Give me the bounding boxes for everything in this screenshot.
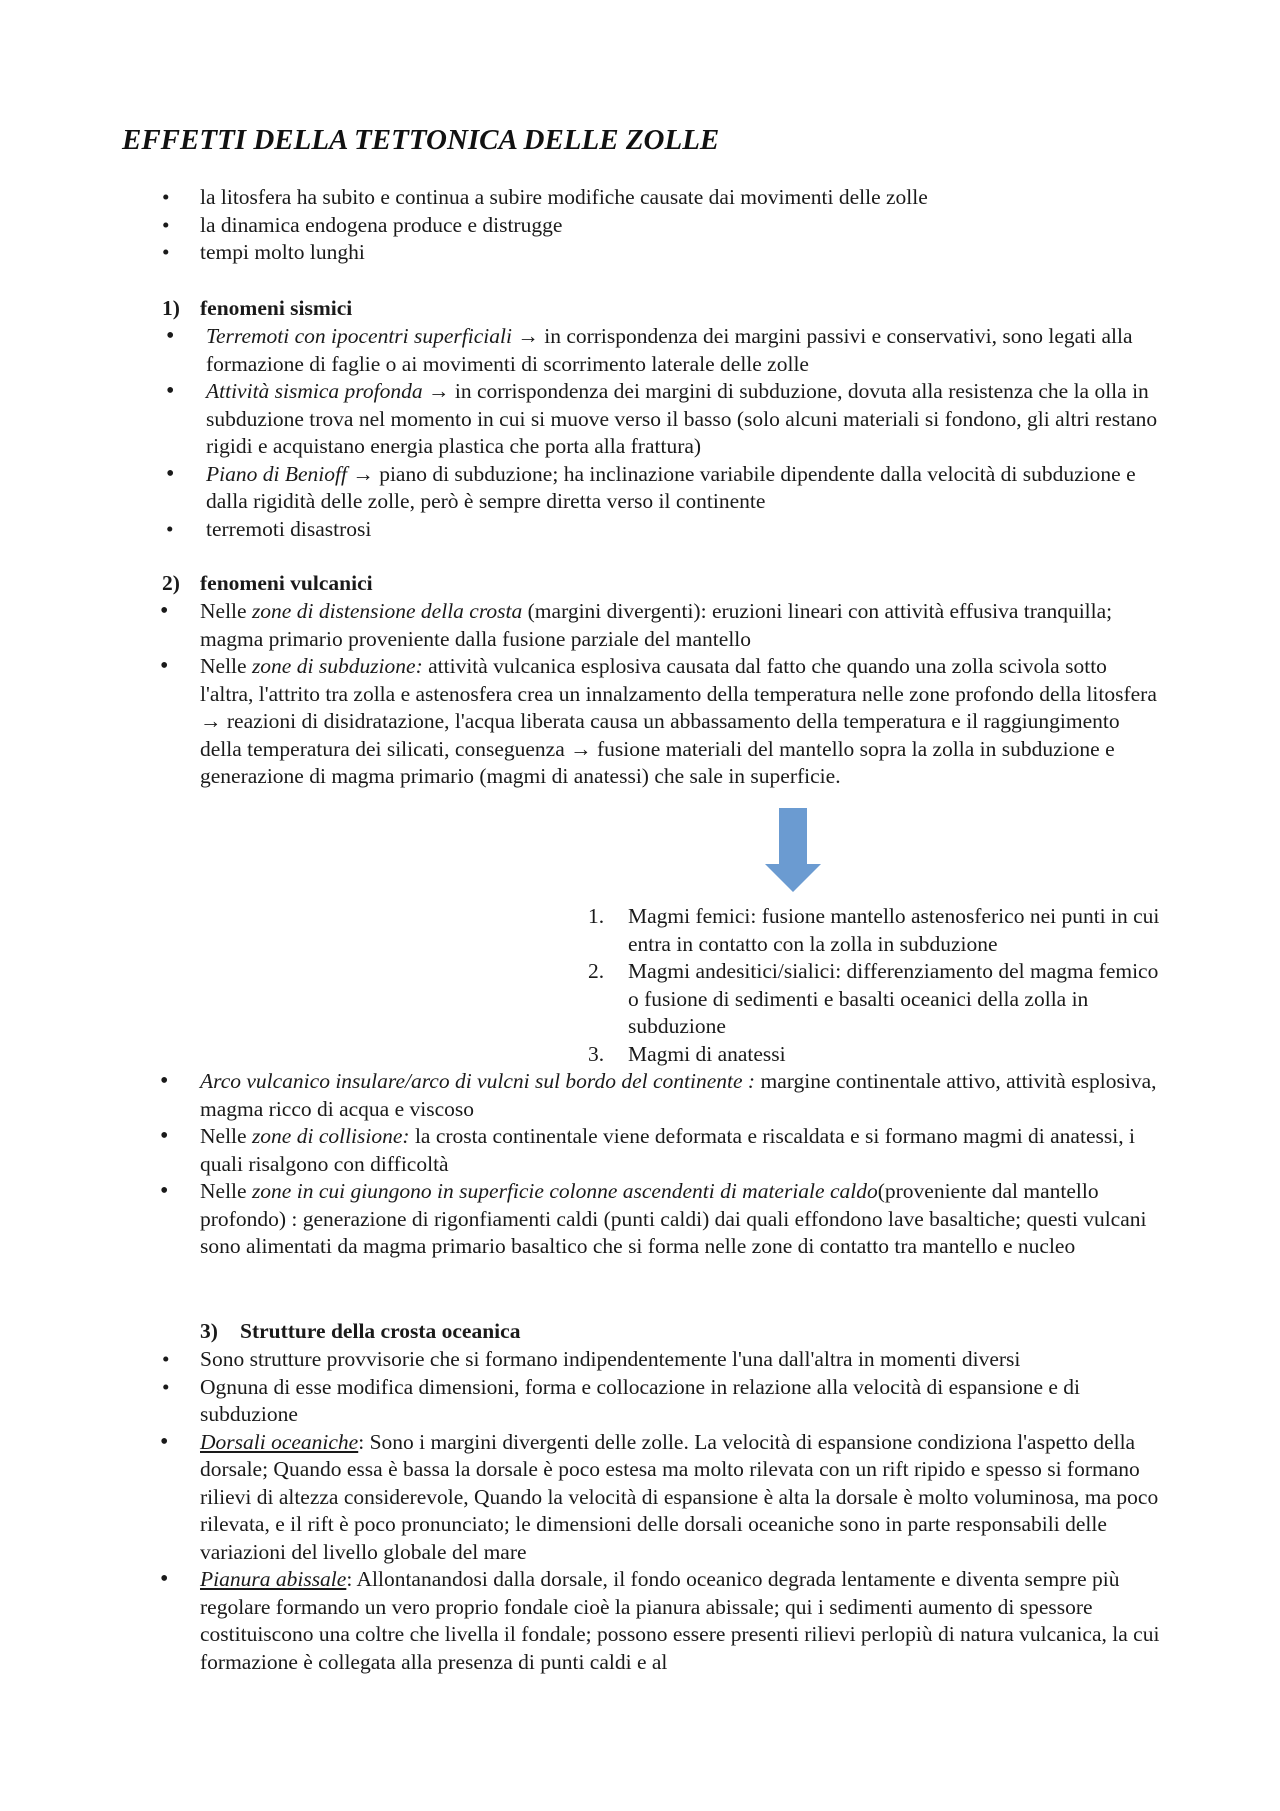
section2-list-bottom xyxy=(0,1068,1280,1261)
list-item: • Nelle zone di collisione: la crosta continentale viene deformata e riscaldata e si formano magmi di anatessi, i quali risalgono con difficoltà xyxy=(160,1123,1135,1176)
list-item: • Piano di Benioff → piano di subduzione; ha inclinazione variabile dipendente dalla velocità di subduzione e dalla rigidità delle zolle, però è sempre diretta verso il continente xyxy=(166,460,1136,513)
list-item: • la dinamica endogena produce e distrugge xyxy=(0,212,1160,240)
list-item: • tempi molto lunghi xyxy=(0,239,1160,267)
bullet-icon: • xyxy=(166,323,175,349)
list-item: • Nelle zone di distensione della crosta (margini divergenti): eruzioni lineari con attività effusiva tranquilla; magma primario proveniente dalla fusione parziale del mantello xyxy=(160,598,1113,651)
list-item: • terremoti disastrosi xyxy=(0,516,1166,544)
list-item: • Nelle zone in cui giungono in superficie colonne ascendenti di materiale caldo(proveniente dal mantello profondo) : generazione di rigonfiamenti caldi (punti caldi) dai quali effondono lave basaltiche; questi vulcani sono alimentati da magma primario basaltico che si forma nelle zone di contatto tra mantello e nucleo xyxy=(160,1178,1147,1258)
section3-list xyxy=(0,1346,1280,1676)
bullet-icon: • xyxy=(166,378,175,404)
bullet-icon: • xyxy=(162,240,170,264)
magma-numbered-list xyxy=(0,903,1280,1068)
section-heading-1: 1) fenomeni sismici xyxy=(162,296,353,320)
bullet-icon: • xyxy=(166,460,175,487)
bullet-icon: • xyxy=(160,1178,169,1204)
bullet-icon: • xyxy=(162,1374,170,1399)
bullet-icon: • xyxy=(160,653,169,679)
section-heading-3: 3) Strutture della crosta oceanica xyxy=(200,1319,521,1343)
bullet-icon: • xyxy=(166,516,174,541)
list-item: • Attività sismica profonda → in corrispondenza dei margini di subduzione, dovuta alla resistenza che la olla in subduzione trova nel momento in cui si muove verso il basso (solo alcuni materiali si fondono, gli altri restano rigidi e acquistano energia plastica che porta alla frattura) xyxy=(166,378,1158,458)
bullet-icon: • xyxy=(162,1347,170,1371)
section2-list-top xyxy=(0,598,1280,791)
list-item: • la litosfera ha subito e continua a subire modifiche causate dai movimenti delle zolle xyxy=(0,184,1160,212)
list-item: • Pianura abissale: Allontanandosi dalla dorsale, il fondo oceanico degrada lentamente e diventa sempre più regolare formando un vero proprio fondale cioè la pianura abissale; qui i sedimenti aumento di spessore costituiscono una coltre che livella il fondale; possono essere presenti rilievi perlopiù di natura vulcanica, la cui formazione è collegata alla presenza di punti caldi e al xyxy=(160,1566,1160,1674)
list-item: • Arco vulcanico insulare/arco di vulcni sul bordo del continente : margine continentale attivo, attività esplosiva, magma ricco di acqua e viscoso xyxy=(160,1068,1157,1121)
section-heading-2: 2) fenomeni vulcanici xyxy=(162,571,373,595)
list-item: • Terremoti con ipocentri superficiali → in corrispondenza dei margini passivi e conservativi, sono legati alla formazione di faglie o ai movimenti di scorrimento laterale delle zolle xyxy=(166,323,1133,376)
down-arrow-icon xyxy=(765,808,821,892)
numbered-item: 2. Magmi andesitici/sialici: differenziamento del magma femico o fusione di sedimenti e basalti oceanici della zolla in subduzione xyxy=(588,959,1159,1038)
bullet-icon: • xyxy=(160,1123,169,1149)
bullet-icon: • xyxy=(160,1428,169,1455)
numbered-item: 1. Magmi femici: fusione mantello astenosferico nei punti in cui entra in contatto con la zolla in subduzione xyxy=(588,904,1160,956)
intro-list xyxy=(0,184,1280,267)
section1-list xyxy=(0,323,1280,543)
bullet-icon: • xyxy=(162,212,170,237)
numbered-item: 3. Magmi di anatessi xyxy=(588,1041,786,1066)
bullet-icon: • xyxy=(162,185,170,209)
list-item: • Ognuna di esse modifica dimensioni, forma e collocazione in relazione alla velocità di espansione e di subduzione xyxy=(162,1374,1080,1426)
bullet-icon: • xyxy=(160,598,169,624)
list-item: • Nelle zone di subduzione: attività vulcanica esplosiva causata dal fatto che quando una zolla scivola sotto l'altra, l'attrito tra zolla e astenosfera crea un innalzamento della temperatura nelle zone profondo della litosfera → reazioni di disidratazione, l'acqua liberata causa un abbassamento della temperatura e il raggiungimento della temperatura dei silicati, conseguenza → fusione materiali del mantello sopra la zolla in subduzione e generazione di magma primario (magmi di anatessi) che sale in superficie. xyxy=(160,653,1157,788)
bullet-icon: • xyxy=(160,1068,169,1094)
list-item: • Dorsali oceaniche: Sono i margini divergenti delle zolle. La velocità di espansione condiziona l'aspetto della dorsale; Quando essa è bassa la dorsale è poco estesa ma molto rilevata con un rift ripido e spesso si formano rilievi di altezza considerevole, Quando la velocità di espansione è alta la dorsale è molto voluminosa, ma poco rilevata, e il rift è poco pronunciato; le dimensioni delle dorsali oceaniche sono in parte responsabili delle variazioni del livello globale del mare xyxy=(160,1428,1159,1564)
bullet-icon: • xyxy=(160,1566,169,1592)
page-title: EFFETTI DELLA TETTONICA DELLE ZOLLE xyxy=(122,124,720,156)
list-item: • Sono strutture provvisorie che si formano indipendentemente l'una dall'altra in momenti diversi xyxy=(0,1346,1160,1374)
